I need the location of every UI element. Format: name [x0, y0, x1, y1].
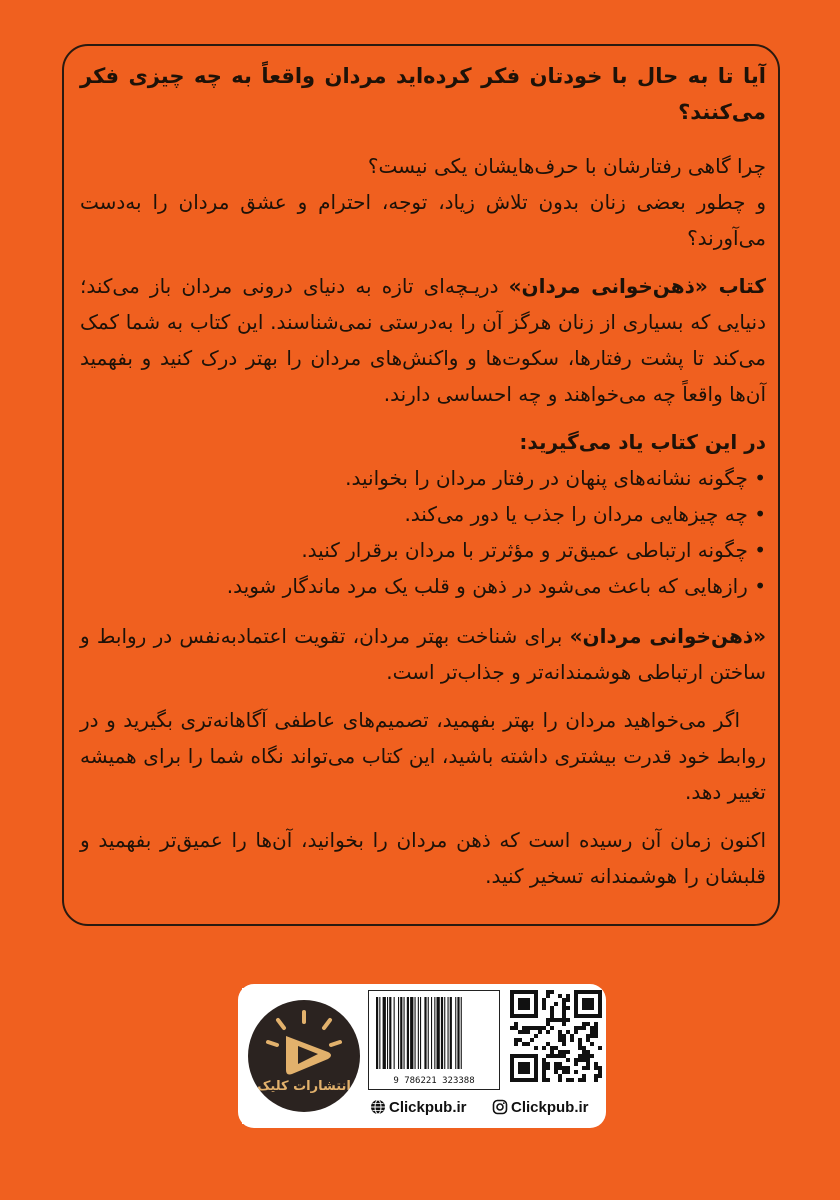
publisher-panel [238, 984, 606, 1128]
about-book-title: کتاب «ذهن‌خوانی مردان» [508, 274, 766, 298]
intro-line-1: چرا گاهی رفتارشان با حرف‌هایشان یکی نیست؟ [367, 154, 766, 178]
isbn-barcode [368, 990, 500, 1090]
publisher-logo [242, 988, 366, 1124]
barcode-icon [370, 995, 498, 1073]
now-paragraph: اکنون زمان آن رسیده است که ذهن مردان را بخوانید، آن‌ها را عمیق‌تر بفهمید و قلبشان را هوشمندانه تسخیر کنید. [80, 828, 766, 888]
isbn-number: 9 786221 323388 [393, 1076, 475, 1086]
instagram-link[interactable] [492, 1096, 589, 1118]
back-cover-text [80, 58, 766, 894]
purpose-text: برای شناخت بهتر مردان، تقویت اعتمادبه‌نفس در روابط و ساختن ارتباطی هوشمندانه‌تر و جذاب‌تر است. [80, 624, 766, 684]
qr-code-icon [510, 990, 602, 1082]
purpose-paragraph [80, 618, 766, 690]
about-text: دریـچه‌ای تازه به دنیای درونی مردان باز می‌کند؛ دنیایی که بسیاری از زنان هرگز آن را به‌درستی نمی‌شناسند. این کتاب به شما کمک می‌کند تا پشت رفتارها، سکوت‌ها و واکنش‌های مردان را بهتر درک کنید و بفهمید آن‌ها واقعاً چه می‌خواهند و چه احساسی دارند. [80, 274, 766, 406]
learn-item: • چگونه ارتباطی عمیق‌تر و مؤثرتر با مردان برقرار کنید. [80, 532, 766, 568]
learn-item: • چه چیزهایی مردان را جذب یا دور می‌کند. [80, 496, 766, 532]
learn-item: • رازهایی که باعث می‌شود در ذهن و قلب یک مرد ماندگار شوید. [80, 568, 766, 604]
globe-icon [370, 1099, 386, 1115]
learn-title: در این کتاب یاد می‌گیرید: [519, 430, 766, 454]
instagram-icon [492, 1099, 508, 1115]
learn-list [80, 460, 766, 604]
if-paragraph: اگر می‌خواهید مردان را بهتر بفهمید، تصمیم‌های عاطفی آگاهانه‌تری بگیرید و در روابط خود قدرت بیشتری داشته باشید، این کتاب می‌تواند نگاه شما را برای همیشه تغییر دهد. [80, 708, 766, 804]
intro-line-2: و چطور بعضی زنان بدون تلاش زیاد، توجه، احترام و عشق مردان را به‌دست می‌آورند؟ [80, 190, 766, 250]
learn-item: • چگونه نشانه‌های پنهان در رفتار مردان را بخوانید. [80, 460, 766, 496]
publisher-logo-circle [248, 1000, 360, 1112]
website-link[interactable] [370, 1096, 467, 1118]
instagram-text: Clickpub.ir [511, 1098, 589, 1116]
qr-code [510, 990, 602, 1082]
publisher-logo-text: انتشارات کلیک [257, 1079, 351, 1094]
website-text: Clickpub.ir [389, 1098, 467, 1116]
headline: آیا تا به حال با خودتان فکر کرده‌اید مردان واقعاً به چه چیزی فکر می‌کنند؟ [80, 64, 766, 124]
purpose-book-title: «ذهن‌خوانی مردان» [569, 624, 767, 648]
about-paragraph [80, 268, 766, 412]
play-bulb-icon [248, 1000, 360, 1112]
